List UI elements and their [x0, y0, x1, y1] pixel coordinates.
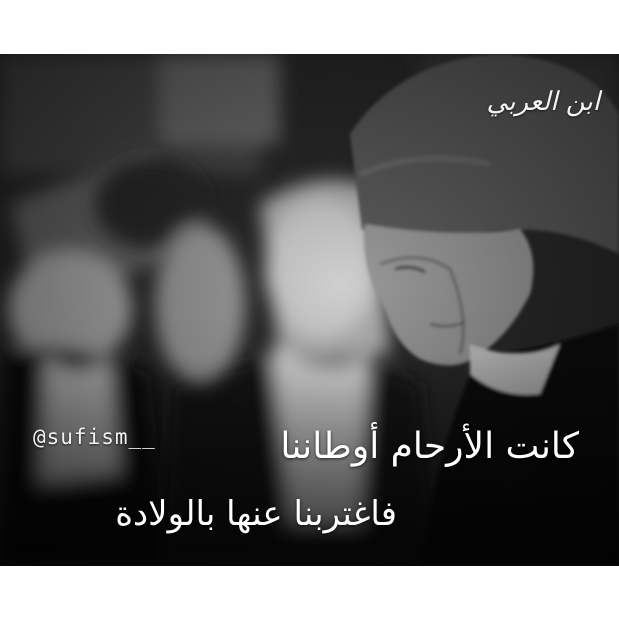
photo-frame: [0, 54, 619, 566]
author-name: ابن العربي: [486, 87, 600, 117]
account-handle: @sufism__: [33, 425, 156, 449]
quote-line-1: كانت الأرحام أوطاننا: [280, 426, 579, 467]
sufi-dervishes-photo: [0, 54, 619, 566]
quote-line-2: فاغتربنا عنها بالولادة: [115, 494, 397, 534]
